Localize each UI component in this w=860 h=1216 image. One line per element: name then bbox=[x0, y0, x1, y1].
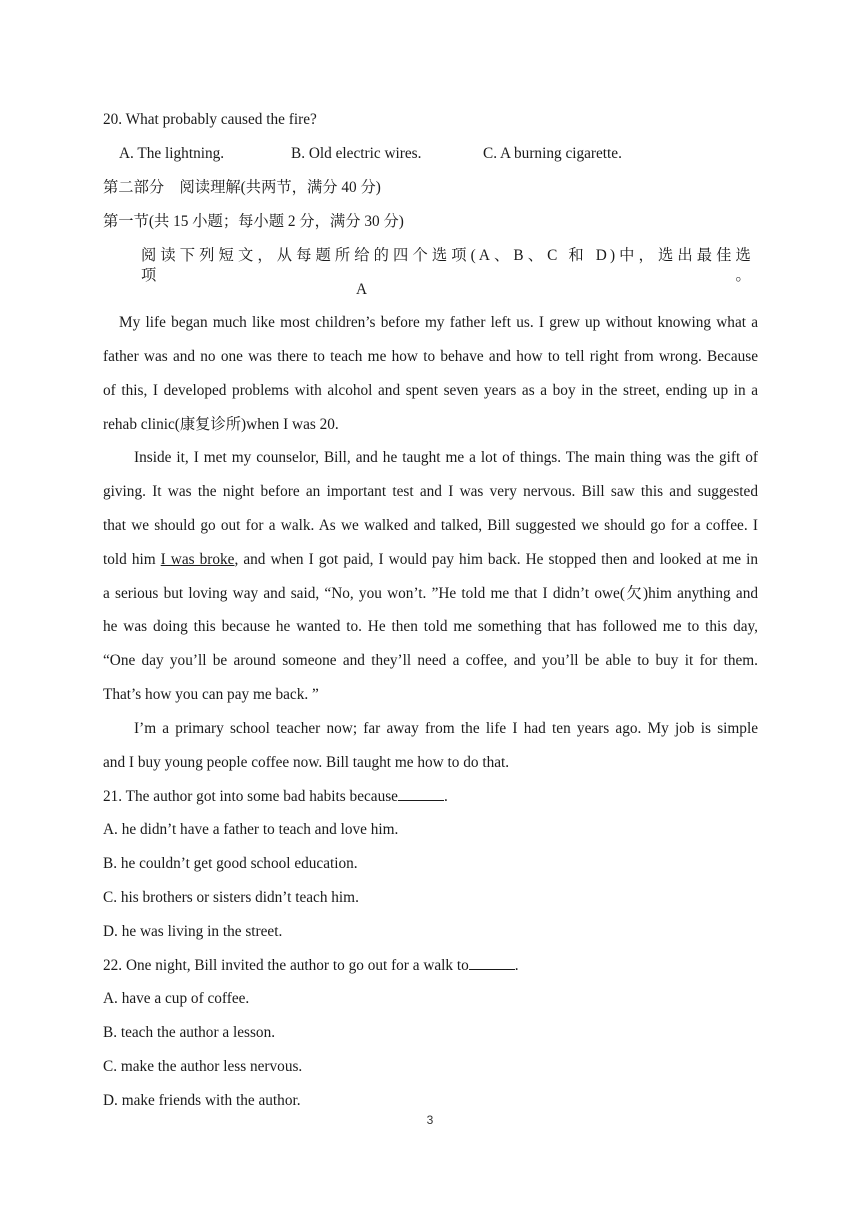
passage-p2-line: “One day you’ll be around someone and they’ll need a coffee, and you’ll be able to buy it for them. bbox=[103, 652, 758, 669]
passage-p3-line: I’m a primary school teacher now; far away from the life I had ten years ago. My job is simple bbox=[134, 720, 758, 737]
q21-option-a: A. he didn’t have a father to teach and love him. bbox=[103, 821, 399, 838]
q22-stem: 22. One night, Bill invited the author to go out for a walk to . bbox=[103, 957, 519, 974]
passage-p1-line: father was and no one was there to teach me how to behave and how to tell right from wrong. Because bbox=[103, 348, 758, 365]
passage-p2-line: that we should go out for a walk. As we walked and talked, Bill suggested we should go for a coffee. I bbox=[103, 517, 758, 534]
q21-option-c: C. his brothers or sisters didn’t teach him. bbox=[103, 889, 359, 906]
text-segment: told him bbox=[103, 551, 161, 568]
q22-option-d: D. make friends with the author. bbox=[103, 1092, 301, 1109]
part2-heading: 第二部分 阅读理解(共两节，满分 40 分) bbox=[103, 179, 381, 196]
passage-p2-line: giving. It was the night before an important test and I was very nervous. Bill saw this and suggested bbox=[103, 483, 758, 500]
text-segment: , and when I got paid, I would pay him back. He stopped then and looked at me in bbox=[234, 551, 758, 568]
q21-stem-text: 21. The author got into some bad habits because bbox=[103, 788, 398, 805]
underlined-phrase: I was broke bbox=[160, 551, 235, 568]
q21-option-b: B. he couldn’t get good school education. bbox=[103, 855, 358, 872]
passage-p2-line-underlined bbox=[103, 550, 758, 570]
q22-option-a: A. have a cup of coffee. bbox=[103, 990, 250, 1007]
passage-p3-line: and I buy young people coffee now. Bill taught me how to do that. bbox=[103, 754, 510, 771]
q20-option-a: A. The lightning. bbox=[119, 145, 225, 162]
passage-p2-line: he was doing this because he wanted to. He then told me something that has followed me to this day, bbox=[103, 618, 758, 635]
q20-option-b: B. Old electric wires. bbox=[291, 145, 422, 162]
page-number: 3 bbox=[426, 1113, 434, 1127]
passage-p1-line: of this, I developed problems with alcohol and spent seven years as a boy in the street, ending up in a bbox=[103, 382, 758, 399]
q22-option-b: B. teach the author a lesson. bbox=[103, 1024, 276, 1041]
passage-label: A bbox=[356, 281, 368, 298]
answer-blank bbox=[469, 957, 515, 970]
q20-option-c: C. A burning cigarette. bbox=[483, 145, 622, 162]
q22-option-c: C. make the author less nervous. bbox=[103, 1058, 303, 1075]
instruction: 阅读下列短文，从每题所给的四个选项(A、B、C 和 D)中，选出最佳选项。 bbox=[141, 247, 754, 284]
q20-question: 20. What probably caused the fire? bbox=[103, 111, 317, 128]
passage-p2-line: a serious but loving way and said, “No, you won’t. ”He told me that I didn’t owe(欠)him anything and bbox=[103, 585, 758, 602]
section1-heading: 第一节(共 15 小题；每小题 2 分，满分 30 分) bbox=[103, 213, 404, 230]
q22-stem-text: 22. One night, Bill invited the author to go out for a walk to bbox=[103, 957, 469, 974]
passage-p1-line: My life began much like most children’s before my father left us. I grew up without knowing what a bbox=[119, 314, 758, 331]
passage-p2-line: That’s how you can pay me back. ” bbox=[103, 686, 319, 703]
passage-p2-line: Inside it, I met my counselor, Bill, and he taught me a lot of things. The main thing was the gift of bbox=[134, 449, 758, 466]
q21-option-d: D. he was living in the street. bbox=[103, 923, 283, 940]
q21-stem: 21. The author got into some bad habits because . bbox=[103, 788, 448, 805]
passage-p1-line: rehab clinic(康复诊所)when I was 20. bbox=[103, 416, 339, 433]
answer-blank bbox=[398, 788, 444, 801]
